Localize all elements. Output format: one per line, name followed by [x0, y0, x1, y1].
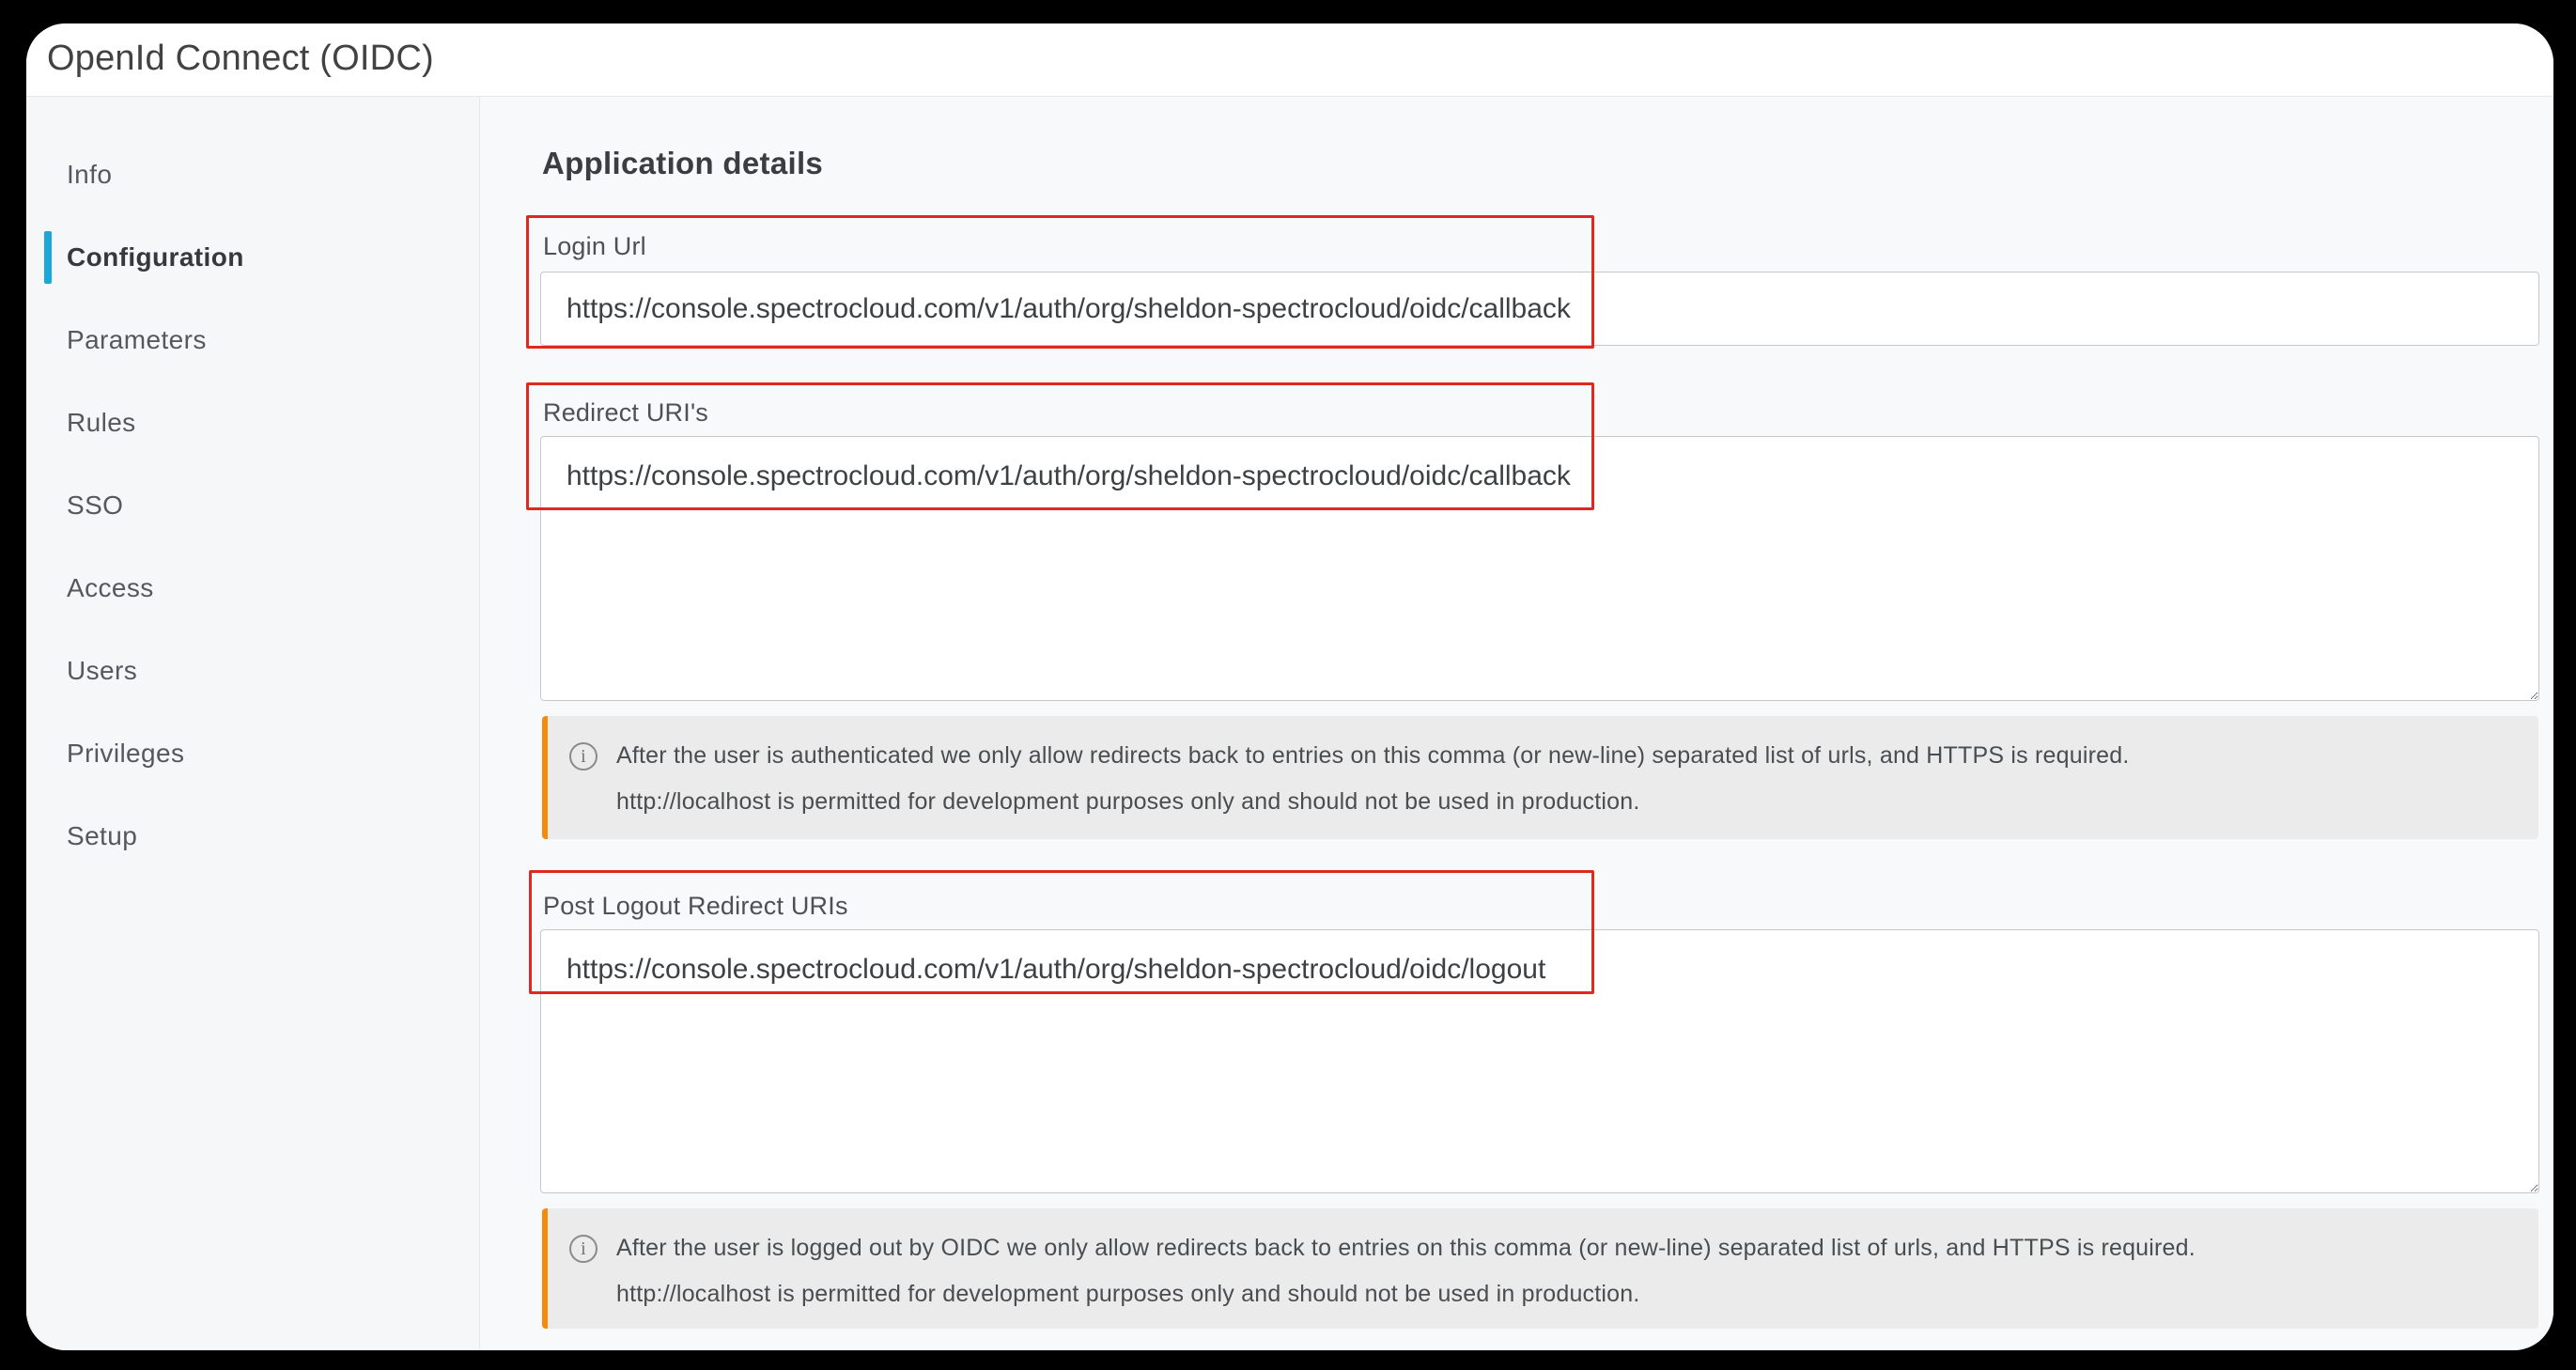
- main-content: [480, 97, 2553, 1349]
- sidebar-item-sso[interactable]: [26, 464, 479, 547]
- active-indicator: [44, 231, 52, 284]
- sidebar-item-label: Parameters: [67, 325, 207, 354]
- post-logout-redirect-uris-label: Post Logout Redirect URIs: [543, 892, 848, 920]
- info-icon: i: [569, 1235, 597, 1263]
- sidebar-item-label: Access: [67, 573, 154, 602]
- sidebar-item-users[interactable]: [26, 630, 479, 712]
- login-url-input[interactable]: [540, 272, 2539, 346]
- sidebar-item-label: Configuration: [67, 242, 244, 272]
- sidebar-item-configuration[interactable]: [26, 216, 479, 299]
- sidebar-item-label: Rules: [67, 408, 136, 437]
- oidc-settings-window: [26, 23, 2553, 1350]
- section-heading: Application details: [542, 146, 824, 180]
- post-logout-redirect-uris-textarea[interactable]: [540, 929, 2539, 1193]
- notice-line: http://localhost is permitted for development purposes only and should not be used in production.: [616, 1281, 1640, 1307]
- sidebar-item-parameters[interactable]: [26, 299, 479, 381]
- sidebar-item-privileges[interactable]: [26, 712, 479, 795]
- page-title: OpenId Connect (OIDC): [47, 39, 434, 78]
- sidebar-item-label: Users: [67, 656, 138, 685]
- sidebar-item-setup[interactable]: [26, 795, 479, 878]
- notice-line: After the user is logged out by OIDC we only allow redirects back to entries on this comma (or new-line) separated list of urls, and HTTPS is required.: [616, 1235, 2196, 1261]
- info-icon: i: [569, 742, 597, 771]
- post-logout-redirect-uris-notice: [542, 1208, 2538, 1329]
- sidebar-item-label: Privileges: [67, 739, 185, 768]
- window-header: [26, 23, 2553, 97]
- redirect-uris-label: Redirect URI's: [543, 398, 708, 427]
- notice-line: http://localhost is permitted for development purposes only and should not be used in production.: [616, 788, 1640, 815]
- sidebar-item-info[interactable]: [26, 133, 479, 216]
- sidebar-item-label: SSO: [67, 490, 124, 520]
- redirect-uris-textarea[interactable]: [540, 436, 2539, 701]
- redirect-uris-notice: [542, 716, 2538, 839]
- window-body: [26, 97, 2553, 1349]
- login-url-label: Login Url: [543, 232, 646, 260]
- notice-line: After the user is authenticated we only allow redirects back to entries on this comma (or new-line) separated list of urls, and HTTPS is required.: [616, 742, 2130, 769]
- sidebar: [26, 97, 480, 1349]
- sidebar-item-label: Setup: [67, 821, 138, 850]
- sidebar-item-label: Info: [67, 160, 113, 189]
- sidebar-item-rules[interactable]: [26, 381, 479, 464]
- sidebar-item-access[interactable]: [26, 547, 479, 630]
